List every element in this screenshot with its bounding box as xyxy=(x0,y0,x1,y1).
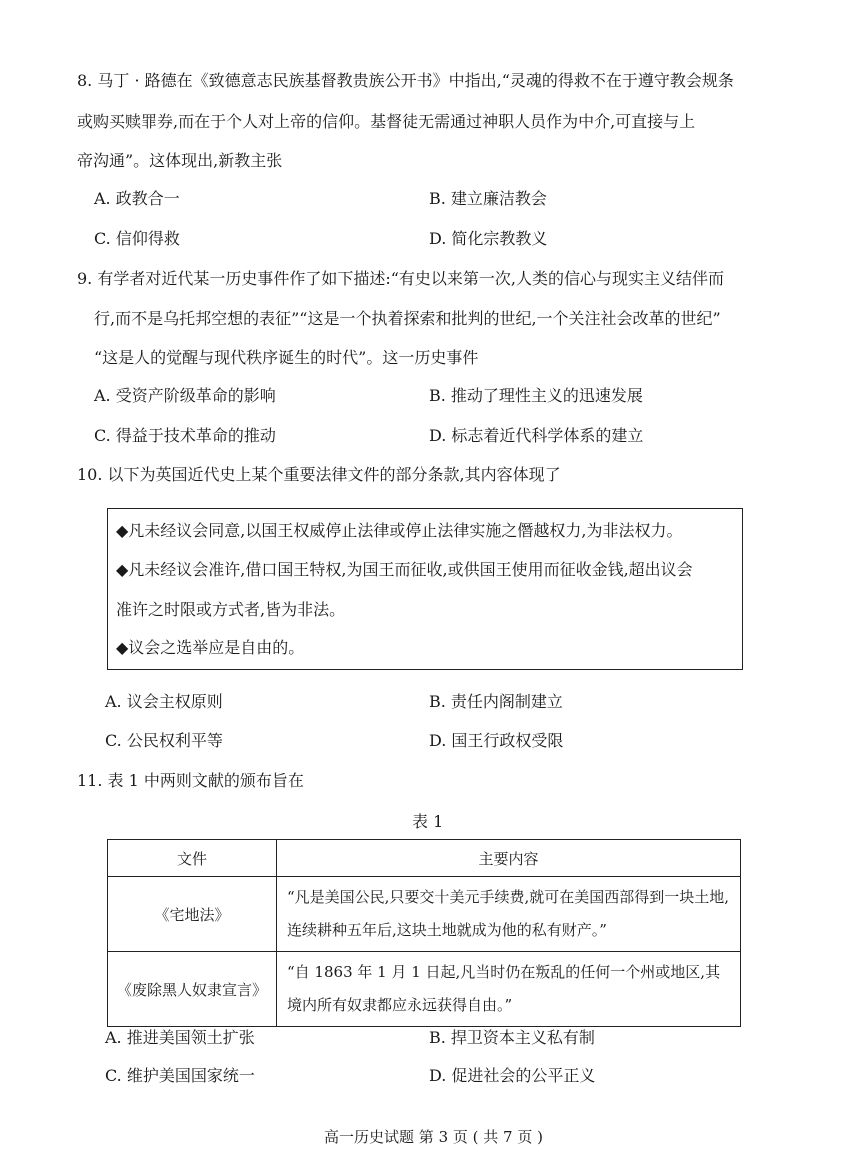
q11-option-d[interactable]: D. 促进社会的公平正义 xyxy=(429,1066,596,1085)
q10-clause-3: ◆议会之选举应是自由的。 xyxy=(116,638,305,657)
q8-option-d[interactable]: D. 简化宗教教义 xyxy=(429,229,548,248)
q10-option-d[interactable]: D. 国王行政权受限 xyxy=(429,731,564,750)
q8-stem-line-1: 8. 马丁 · 路德在《致德意志民族基督教贵族公开书》中指出,“灵魂的得救不在于遵守教会规条 xyxy=(77,71,734,90)
q10-option-a[interactable]: A. 议会主权原则 xyxy=(105,692,223,711)
q10-clause-1: ◆凡未经议会同意,以国王权威停止法律或停止法律实施之僭越权力,为非法权力。 xyxy=(116,521,683,540)
table-cell-doc: 《废除黑人奴隶宣言》 xyxy=(108,952,277,1027)
q8-option-a[interactable]: A. 政教合一 xyxy=(94,189,180,208)
table-header-row xyxy=(108,840,741,877)
q9-stem-line-2: 行,而不是乌托邦空想的表征”“这是一个执着探索和批判的世纪,一个关注社会改革的世纪” xyxy=(94,309,721,328)
q10-option-b[interactable]: B. 责任内阁制建立 xyxy=(429,692,563,711)
q10-clause-2-cont: 准许之时限或方式者,皆为非法。 xyxy=(116,600,346,619)
q8-stem-line-3: 帝沟通”。这体现出,新教主张 xyxy=(77,151,283,170)
q9-option-d[interactable]: D. 标志着近代科学体系的建立 xyxy=(429,426,644,445)
q9-option-b[interactable]: B. 推动了理性主义的迅速发展 xyxy=(429,386,643,405)
q8-option-c[interactable]: C. 信仰得救 xyxy=(94,229,180,248)
q11-table xyxy=(107,839,741,1027)
q9-option-c[interactable]: C. 得益于技术革命的推动 xyxy=(94,426,276,445)
q9-option-a[interactable]: A. 受资产阶级革命的影响 xyxy=(94,386,276,405)
table-row xyxy=(108,877,741,952)
page-footer: 高一历史试题 第 3 页 ( 共 7 页 ) xyxy=(324,1128,543,1146)
q10-stem: 10. 以下为英国近代史上某个重要法律文件的部分条款,其内容体现了 xyxy=(77,465,561,484)
q9-stem-line-1: 9. 有学者对近代某一历史事件作了如下描述:“有史以来第一次,人类的信心与现实主义结伴而 xyxy=(77,269,725,288)
table-caption: 表 1 xyxy=(412,812,444,831)
q11-option-b[interactable]: B. 捍卫资本主义私有制 xyxy=(429,1028,595,1047)
table-header-content: 主要内容 xyxy=(277,840,741,877)
q10-option-c[interactable]: C. 公民权利平等 xyxy=(105,731,223,750)
table-cell-content: “凡是美国公民,只要交十美元手续费,就可在美国西部得到一块土地,连续耕种五年后,这块土地就成为他的私有财产。” xyxy=(277,877,741,952)
q10-source-box xyxy=(107,508,743,670)
table-header-doc: 文件 xyxy=(108,840,277,877)
q8-stem-line-2: 或购买赎罪券,而在于个人对上帝的信仰。基督徒无需通过神职人员作为中介,可直接与上 xyxy=(77,112,696,131)
q11-option-a[interactable]: A. 推进美国领土扩张 xyxy=(105,1028,255,1047)
table-row xyxy=(108,952,741,1027)
q11-stem: 11. 表 1 中两则文献的颁布旨在 xyxy=(77,771,304,790)
table-cell-doc: 《宅地法》 xyxy=(108,877,277,952)
q9-stem-line-3: “这是人的觉醒与现代秩序诞生的时代”。这一历史事件 xyxy=(94,348,479,367)
q10-clause-2: ◆凡未经议会准许,借口国王特权,为国王而征收,或供国王使用而征收金钱,超出议会 xyxy=(116,560,693,579)
q8-option-b[interactable]: B. 建立廉洁教会 xyxy=(429,189,547,208)
table-cell-content: “自 1863 年 1 月 1 日起,凡当时仍在叛乱的任何一个州或地区,其境内所有奴隶都应永远获得自由。” xyxy=(277,952,741,1027)
q11-option-c[interactable]: C. 维护美国国家统一 xyxy=(105,1066,255,1085)
